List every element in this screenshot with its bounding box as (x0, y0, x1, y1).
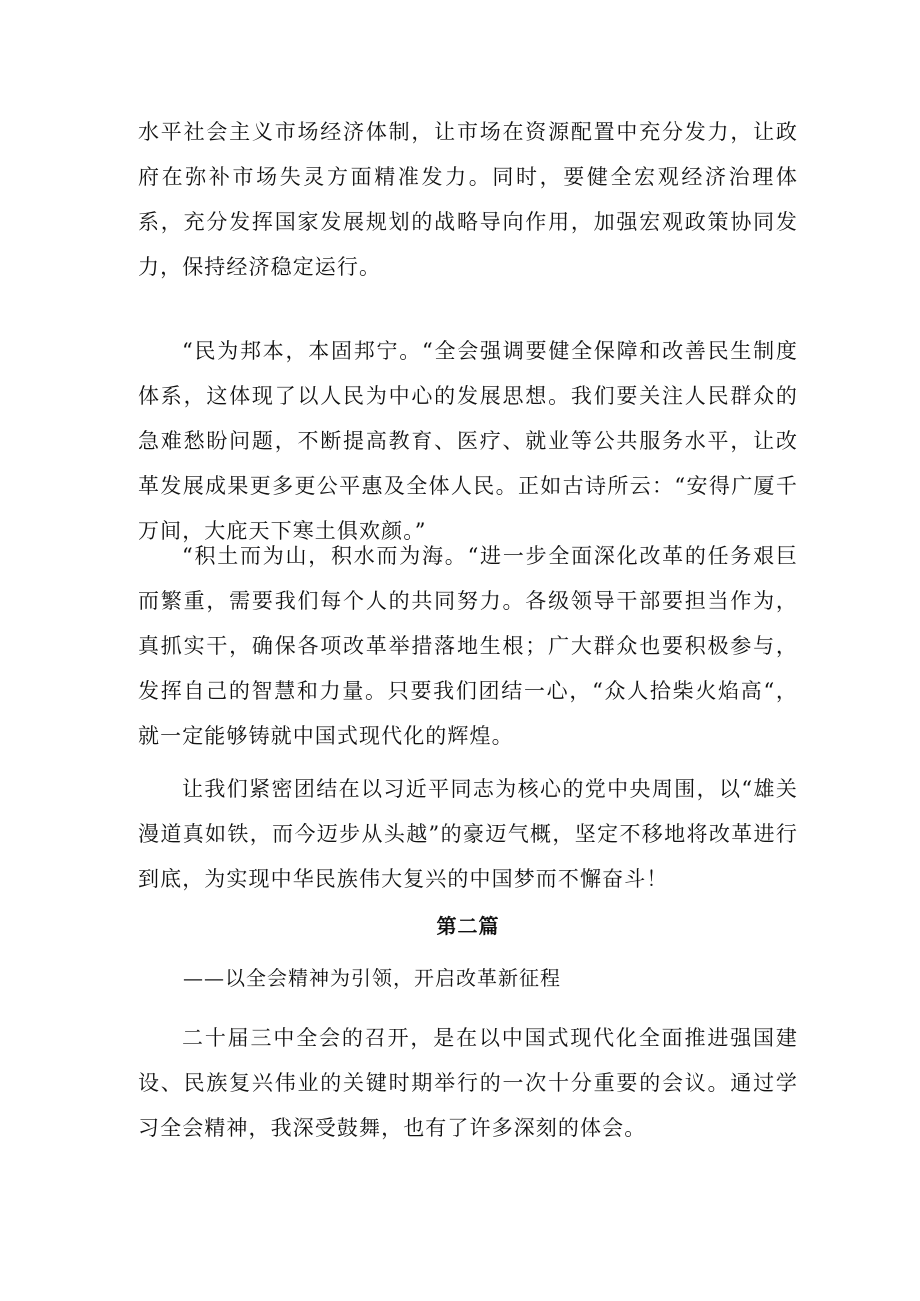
section-subtitle: ——以全会精神为引领，开启改革新征程 (183, 966, 561, 990)
paragraph-joint-effort: “积土而为山，积水而为海。“进一步全面深化改革的任务艰巨而繁重，需要我们每个人的共同努力。各级领导干部要担当作为，真抓实干，确保各项改革举措落地生根；广大群众也要积极参与，发挥自己的智慧和力量。只要我们团结一心，“众人拾柴火焰高“，就一定能够铸就中国式现代化的辉煌。 (138, 544, 798, 748)
paragraph-livelihood: “民为邦本，本固邦宁。“全会强调要健全保障和改善民生制度体系，这体现了以人民为中心的发展思想。我们要关注人民群众的急难愁盼问题，不断提高教育、医疗、就业等公共服务水平，让改革发展成果更多更公平惠及全体人民。正如古诗所云：“安得广厦千万间，大庇天下寒土俱欢颜。” (138, 339, 798, 543)
paragraph-call-to-action: 让我们紧密团结在以习近平同志为核心的党中央周围，以“雄关漫道真如铁，而今迈步从头越”的豪迈气概，坚定不移地将改革进行到底，为实现中华民族伟大复兴的中国梦而不懈奋斗！ (138, 777, 798, 891)
paragraph-plenum-intro: 二十届三中全会的召开，是在以中国式现代化全面推进强国建设、民族复兴伟业的关键时期举行的一次十分重要的会议。通过学习全会精神，我深受鼓舞，也有了许多深刻的体会。 (138, 1026, 798, 1140)
section-heading: 第二篇 (436, 914, 500, 938)
paragraph-market-economy: 水平社会主义市场经济体制，让市场在资源配置中充分发力，让政府在弥补市场失灵方面精准发力。同时，要健全宏观经济治理体系，充分发挥国家发展规划的战略导向作用，加强宏观政策协同发力，保持经济稳定运行。 (138, 120, 798, 279)
